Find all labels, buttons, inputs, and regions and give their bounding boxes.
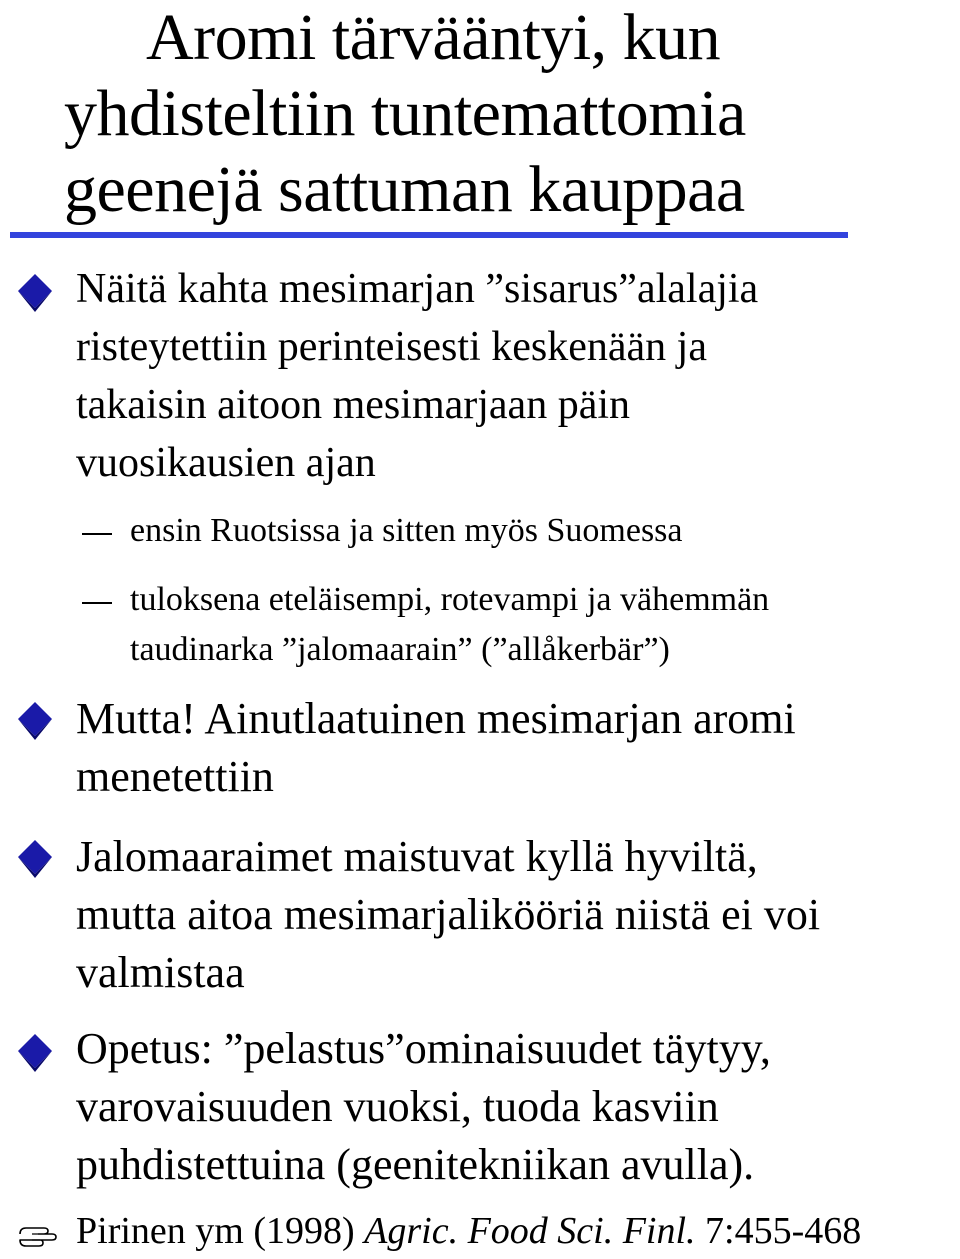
- bullet-line: varovaisuuden vuoksi, tuoda kasviin: [76, 1082, 719, 1131]
- reference-suffix: 7:455-468: [695, 1210, 862, 1252]
- bullet-line: mutta aitoa mesimarjalikööriä niistä ei voi: [76, 890, 821, 939]
- title-line: yhdisteltiin tuntemattomia: [64, 77, 746, 150]
- bullet-1-text: [76, 260, 758, 492]
- title-line: Aromi tärvääntyi, kun: [146, 1, 721, 74]
- sub-item-1-text: [130, 506, 683, 556]
- title-line: geenejä sattuman kauppaa: [64, 153, 745, 226]
- bullet-line: Näitä kahta mesimarjan ”sisarus”alalajia: [76, 266, 759, 312]
- pointing-hand-icon: [18, 1222, 58, 1248]
- title-underline: [10, 232, 848, 238]
- sub-item-2-text: [130, 575, 769, 675]
- reference-prefix: Pirinen ym (1998): [76, 1210, 365, 1252]
- reference-journal: Agric. Food Sci. Finl.: [364, 1210, 696, 1252]
- bullet-line: Mutta! Ainutlaatuinen mesimarjan aromi: [76, 694, 796, 743]
- bullet-line: takaisin aitoon mesimarjaan päin: [76, 382, 630, 428]
- bullet-line: risteytettiin perinteisesti keskenään ja: [76, 324, 707, 370]
- page-title: [64, 0, 944, 228]
- sub-item-line: taudinarka ”jalomaarain” (”allåkerbär”): [130, 631, 670, 668]
- bullet-line: vuosikausien ajan: [76, 440, 376, 486]
- bullet-line: Opetus: ”pelastus”ominaisuudet täytyy,: [76, 1024, 771, 1073]
- bullet-line: Jalomaaraimet maistuvat kyllä hyviltä,: [76, 832, 758, 881]
- diamond-bullet-icon: [8, 832, 62, 886]
- bullet-line: puhdistettuina (geenitekniikan avulla).: [76, 1140, 755, 1189]
- bullet-line: menetettiin: [76, 752, 274, 801]
- diamond-bullet-icon: [8, 266, 62, 320]
- bullet-2-text: [76, 690, 796, 806]
- bullet-line: valmistaa: [76, 948, 245, 997]
- sub-item-line: tuloksena eteläisempi, rotevampi ja vähemmän: [130, 581, 770, 618]
- dash-icon: [82, 533, 112, 535]
- diamond-bullet-icon: [8, 694, 62, 748]
- sub-item-line: ensin Ruotsissa ja sitten myös Suomessa: [130, 512, 683, 549]
- diamond-bullet-icon: [8, 1026, 62, 1080]
- bullet-4-text: [76, 1020, 771, 1194]
- reference-citation: [76, 1206, 861, 1256]
- bullet-3-text: [76, 828, 820, 1002]
- dash-icon: [82, 602, 112, 604]
